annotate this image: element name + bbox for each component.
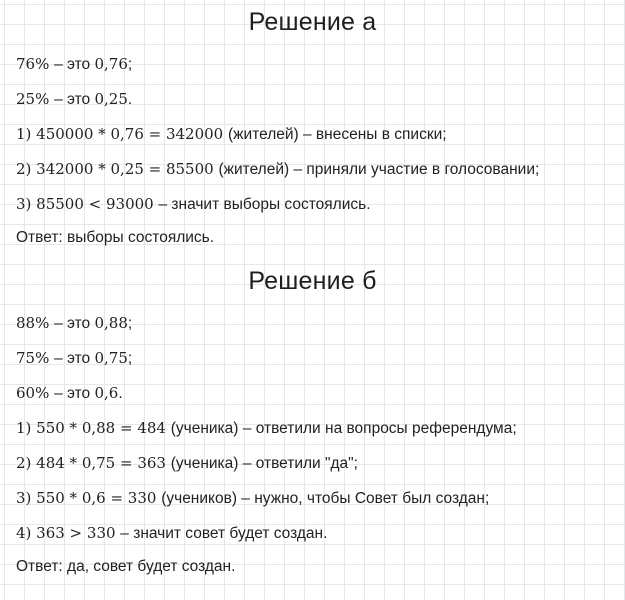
- line-text: – это: [54, 385, 95, 402]
- math-expression: 25%: [16, 90, 55, 108]
- line-text: ;: [127, 56, 133, 73]
- line-text: .: [127, 91, 133, 108]
- solution-a-line-4: [16, 159, 539, 180]
- solution-a-line-2: [16, 89, 132, 110]
- math-expression: 76%: [16, 55, 55, 73]
- solution-b-line-1: [16, 313, 132, 334]
- line-text: – это: [54, 350, 95, 367]
- line-text: – это: [54, 315, 95, 332]
- solution-a-line-3: [16, 124, 447, 145]
- solution-b-heading: Решение б: [248, 267, 377, 295]
- line-text: – значит выборы состоялись.: [158, 196, 371, 213]
- math-expression: 75%: [16, 349, 55, 367]
- math-expression: 88%: [16, 314, 55, 332]
- solution-b-line-7: [16, 523, 327, 544]
- solution-a-answer: Ответ: выборы состоялись.: [16, 229, 215, 246]
- solution-b-line-6: [16, 488, 489, 509]
- solution-a-line-1: [16, 54, 132, 75]
- line-text: – это: [54, 56, 95, 73]
- line-text: – значит совет будет создан.: [120, 525, 328, 542]
- math-expression: 1) 450000 * 0,76 = 342000: [16, 125, 228, 143]
- math-expression: 1) 550 * 0,88 = 484: [16, 419, 171, 437]
- math-expression: 3) 85500 < 93000: [16, 195, 159, 213]
- solution-b-line-5: [16, 453, 358, 474]
- math-expression: 4) 363 > 330: [16, 524, 121, 542]
- math-expression: 0,25: [94, 90, 128, 108]
- solution-a-line-5: [16, 194, 371, 215]
- solution-a-heading: Решение а: [248, 8, 377, 36]
- line-text: .: [118, 385, 123, 402]
- math-expression: 2) 342000 * 0,25 = 85500: [16, 160, 219, 178]
- math-expression: 0,75: [94, 349, 128, 367]
- math-expression: 0,76: [94, 55, 128, 73]
- math-expression: 0,6: [94, 384, 119, 402]
- solution-b-line-3: [16, 383, 123, 404]
- math-expression: 0,88: [94, 314, 128, 332]
- solution-b-answer: Ответ: да, совет будет создан.: [16, 558, 236, 575]
- line-text: ;: [127, 315, 133, 332]
- line-text: (ученика) – ответили "да";: [170, 455, 358, 472]
- line-text: (жителей) – внесены в списки;: [228, 126, 447, 143]
- math-expression: 2) 484 * 0,75 = 363: [16, 454, 171, 472]
- solution-b-line-2: [16, 348, 132, 369]
- line-text: (ученика) – ответили на вопросы референдума;: [170, 420, 517, 437]
- math-expression: 3) 550 * 0,6 = 330: [16, 489, 162, 507]
- line-text: (учеников) – нужно, чтобы Совет был создан;: [161, 490, 490, 507]
- solution-b-line-4: [16, 418, 517, 439]
- line-text: (жителей) – приняли участие в голосовании;: [218, 161, 540, 178]
- line-text: – это: [54, 91, 95, 108]
- math-expression: 60%: [16, 384, 55, 402]
- line-text: ;: [127, 350, 133, 367]
